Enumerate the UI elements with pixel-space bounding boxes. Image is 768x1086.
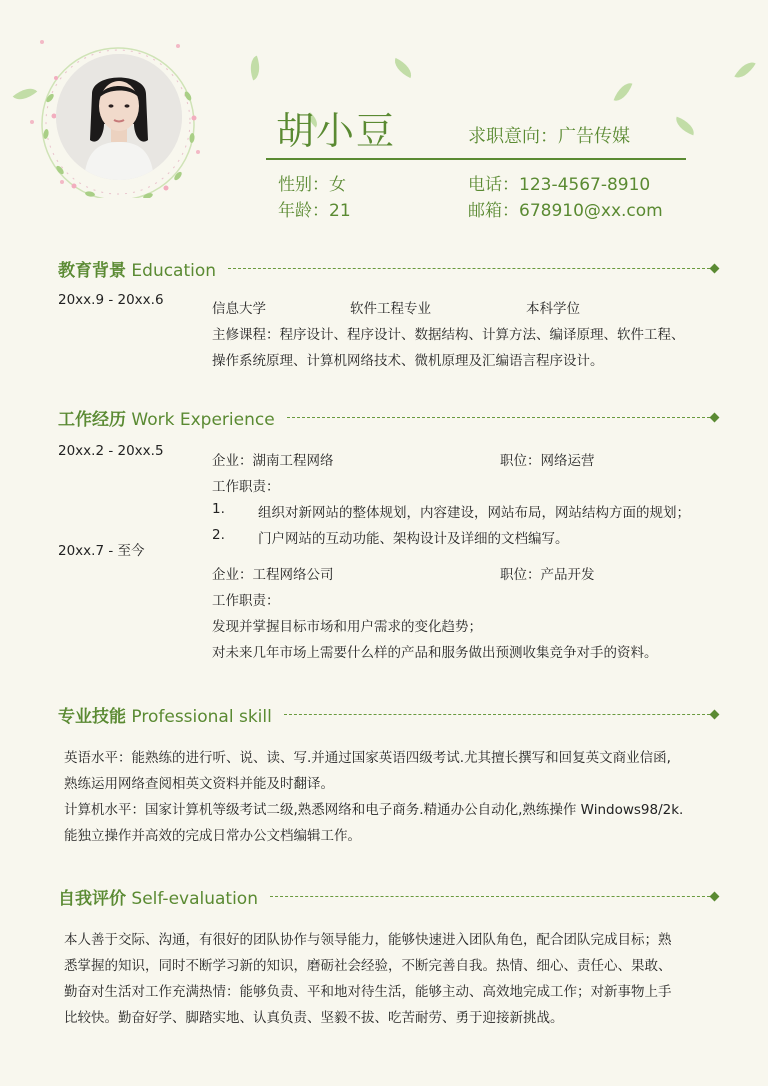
self-eval-line: 比较快。勤奋好学、脚踏实地、认真负责、坚毅不拔、吃苦耐劳、勇于迎接新挑战。 <box>64 1010 564 1026</box>
leaf-decoration <box>614 80 633 105</box>
duty-item: 门户网站的互动功能、架构设计及详细的文档编写。 <box>258 531 569 547</box>
job-position: 职位：产品开发 <box>500 567 595 583</box>
duty-item: 对未来几年市场上需要什么样的产品和服务做出预测收集竞争对手的资料。 <box>212 645 658 661</box>
leaf-decoration <box>13 82 38 105</box>
duty-number: 1. <box>212 501 225 517</box>
job-company: 企业：工程网络公司 <box>212 567 334 583</box>
section-title: 自我评价 Self-evaluation <box>58 888 258 909</box>
skill-line: 能独立操作并高效的完成日常办公文档编辑工作。 <box>64 828 361 844</box>
email: 邮箱：678910@xx.com <box>468 201 663 221</box>
diamond-icon <box>710 709 720 719</box>
self-eval-line: 本人善于交际、沟通，有很好的团队协作与领导能力，能够快速进入团队角色，配合团队完成目标；熟 <box>64 932 672 948</box>
self-eval-line: 悉掌握的知识，同时不断学习新的知识，磨砺社会经验，不断完善自我。热情、细心、责任心、果敢、 <box>64 958 672 974</box>
job-period: 20xx.7 - 至今 <box>58 543 145 559</box>
skill-line: 英语水平：能熟练的进行听、说、读、写.并通过国家英语四级考试.尤其擅长撰写和回复英文商业信函, <box>64 750 671 766</box>
leaf-decoration <box>390 58 415 78</box>
avatar-frame <box>38 38 198 198</box>
diamond-icon <box>710 891 720 901</box>
section-title: 专业技能 Professional skill <box>58 706 272 727</box>
courses-line: 操作系统原理、计算机网络技术、微机原理及汇编语言程序设计。 <box>212 353 604 369</box>
gender: 性别：女 <box>278 175 346 195</box>
job-position: 职位：网络运营 <box>500 453 595 469</box>
section-work <box>58 405 718 429</box>
section-divider <box>284 714 710 715</box>
degree: 本科学位 <box>526 301 580 317</box>
duty-item: 组织对新网站的整体规划，内容建设，网站布局，网站结构方面的规划； <box>258 505 690 521</box>
diamond-icon <box>710 263 720 273</box>
section-divider <box>228 268 710 269</box>
leaf-decoration <box>246 56 265 81</box>
job-period: 20xx.2 - 20xx.5 <box>58 443 164 459</box>
dot-decoration <box>30 120 34 124</box>
person-photo-icon <box>56 54 182 180</box>
skill-line: 计算机水平：国家计算机等级考试二级,熟悉网络和电子商务.精通办公自动化,熟练操作 Windows98/2k. <box>64 802 684 818</box>
section-title: 工作经历 Work Experience <box>58 409 275 430</box>
job-intent: 求职意向：广告传媒 <box>468 126 630 147</box>
section-self-evaluation <box>58 884 718 908</box>
phone: 电话：123-4567-8910 <box>468 175 651 195</box>
section-title: 教育背景 Education <box>58 260 217 281</box>
job-company: 企业：湖南工程网络 <box>212 453 334 469</box>
courses-line: 主修课程：程序设计、程序设计、数据结构、计算方法、编译原理、软件工程、 <box>212 327 685 343</box>
section-education <box>58 256 718 280</box>
diamond-icon <box>710 412 720 422</box>
section-skills <box>58 702 718 726</box>
section-divider <box>270 896 710 897</box>
education-period: 20xx.9 - 20xx.6 <box>58 292 164 308</box>
duty-label: 工作职责： <box>212 593 280 609</box>
skill-line: 熟练运用网络查阅相英文资料并能及时翻译。 <box>64 776 334 792</box>
avatar <box>56 54 182 180</box>
duty-item: 发现并掌握目标市场和用户需求的变化趋势； <box>212 619 482 635</box>
age: 年龄：21 <box>278 201 351 221</box>
duty-label: 工作职责： <box>212 479 280 495</box>
header-divider <box>266 158 686 160</box>
major: 软件工程专业 <box>350 301 431 317</box>
duty-number: 2. <box>212 527 225 543</box>
leaf-decoration <box>734 57 755 82</box>
candidate-name: 胡小豆 <box>276 109 397 153</box>
leaf-decoration <box>673 117 698 136</box>
self-eval-line: 勤奋对生活对工作充满热情：能够负责、平和地对待生活，能够主动、高效地完成工作；对新事物上手 <box>64 984 672 1000</box>
section-divider <box>287 417 710 418</box>
school: 信息大学 <box>212 301 266 317</box>
